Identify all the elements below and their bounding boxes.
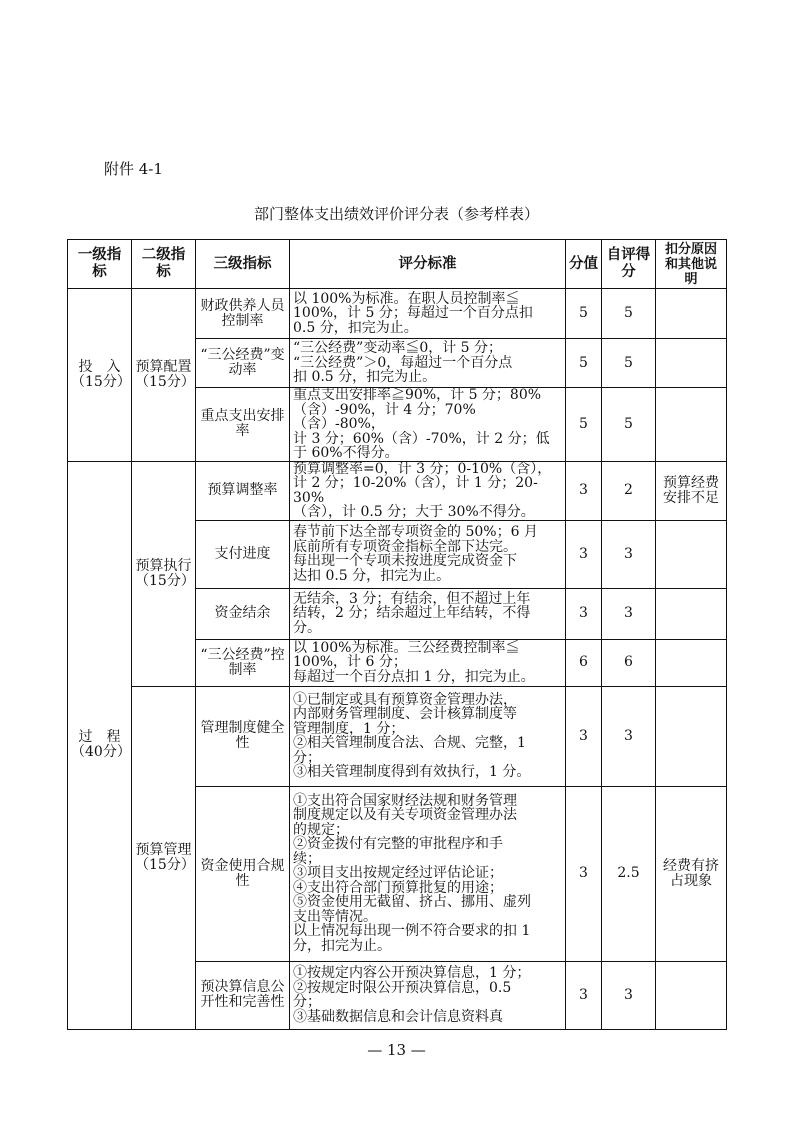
attachment-label: 附件 4-1 — [104, 160, 163, 178]
indicator-cell: “三公经费”变动率 — [196, 339, 290, 388]
standard-cell: 以 100%为标准。在职人员控制率≦ 100%，计 5 分；每超过一个百分点扣 0.5 分，扣完为止。 — [290, 289, 566, 339]
header-level3: 三级指标 — [196, 240, 290, 289]
table-row — [68, 686, 727, 786]
standard-cell: “三公经费”变动率≦0，计 5 分； “三公经费”＞0，每超过一个百分点 扣 0.5 分，扣完为止。 — [290, 339, 566, 388]
standard-cell: 重点支出安排率≧90%，计 5 分；80% （含）-90%，计 4 分；70%（含）-80%， 计 3 分；60%（含）-70%，计 2 分；低 于 60%不得分。 — [290, 388, 566, 462]
page-number: — 13 — — [367, 1041, 426, 1059]
score-cell: 3 — [566, 461, 602, 520]
remark-cell: 经费有挤占现象 — [656, 786, 727, 961]
remark-cell — [656, 639, 727, 686]
header-self-score: 自评得分 — [602, 240, 656, 289]
standard-cell: ①支出符合国家财经法规和财务管理 制度规定以及有关专项资金管理办法 的规定； ②资金拨付有完整的审批程序和手 续； ③项目支出按规定经过评估论证； ④支出符合部门预算批复的用途； ⑤资金使用无截留、挤占、挪用、虚列 支出等情况。 以上情况每出现一例不符合要求的扣 1 分，扣完为止。 — [290, 786, 566, 961]
header-score: 分值 — [566, 240, 602, 289]
standard-cell: 春节前下达全部专项资金的 50%；6 月 底前所有专项资金指标全部下达完。 每出现一个专项未按进度完成资金下 达扣 0.5 分，扣完为止。 — [290, 520, 566, 588]
remark-cell — [656, 588, 727, 639]
remark-cell: 预算经费安排不足 — [656, 461, 727, 520]
header-level2: 二级指标 — [132, 240, 196, 289]
score-cell: 5 — [566, 339, 602, 388]
score-cell: 3 — [566, 588, 602, 639]
standard-cell: 预算调整率=0，计 3 分；0-10%（含）， 计 2 分；10-20%（含），计 1 分；20-30% （含），计 0.5 分；大于 30%不得分。 — [290, 461, 566, 520]
group-budget-execution: 预算执行（15分） — [132, 461, 196, 686]
remark-cell — [656, 339, 727, 388]
score-cell: 3 — [566, 961, 602, 1029]
indicator-cell: 预决算信息公开性和完善性 — [196, 961, 290, 1029]
self-score-cell: 3 — [602, 686, 656, 786]
standard-cell: ①按规定内容公开预决算信息，1 分； ②按规定时限公开预决算信息，0.5 分； ③基础数据信息和会计信息资料真 — [290, 961, 566, 1029]
evaluation-table — [67, 239, 727, 1030]
group-budget-allocation: 预算配置（15分） — [132, 289, 196, 462]
indicator-cell: 管理制度健全性 — [196, 686, 290, 786]
self-score-cell: 5 — [602, 289, 656, 339]
standard-cell: ①已制定或具有预算资金管理办法， 内部财务管理制度、会计核算制度等 管理制度，1 分； ②相关管理制度合法、合规、完整，1 分； ③相关管理制度得到有效执行，1 分。 — [290, 686, 566, 786]
score-cell: 6 — [566, 639, 602, 686]
group-input: 投 入（15分） — [68, 289, 132, 462]
self-score-cell: 2.5 — [602, 786, 656, 961]
self-score-cell: 3 — [602, 520, 656, 588]
self-score-cell: 6 — [602, 639, 656, 686]
group-budget-management: 预算管理（15分） — [132, 686, 196, 1029]
indicator-cell: 重点支出安排率 — [196, 388, 290, 462]
document-title: 部门整体支出绩效评价评分表（参考样表） — [253, 205, 539, 223]
remark-cell — [656, 961, 727, 1029]
score-cell: 5 — [566, 289, 602, 339]
self-score-cell: 5 — [602, 339, 656, 388]
self-score-cell: 3 — [602, 588, 656, 639]
header-remark: 扣分原因和其他说明 — [656, 240, 727, 289]
standard-cell: 无结余，3 分；有结余，但不超过上年 结转，2 分；结余超过上年结转，不得 分。 — [290, 588, 566, 639]
indicator-cell: 支付进度 — [196, 520, 290, 588]
group-process: 过 程（40分） — [68, 461, 132, 1029]
indicator-cell: 资金结余 — [196, 588, 290, 639]
score-cell: 5 — [566, 388, 602, 462]
remark-cell — [656, 388, 727, 462]
indicator-cell: “三公经费”控制率 — [196, 639, 290, 686]
score-cell: 3 — [566, 686, 602, 786]
table-header-row — [68, 240, 727, 289]
remark-cell — [656, 289, 727, 339]
self-score-cell: 5 — [602, 388, 656, 462]
standard-cell: 以 100%为标准。三公经费控制率≦ 100%，计 6 分； 每超过一个百分点扣 1 分，扣完为止。 — [290, 639, 566, 686]
table-row — [68, 461, 727, 520]
header-level1: 一级指标 — [68, 240, 132, 289]
table-row — [68, 289, 727, 339]
header-standard: 评分标准 — [290, 240, 566, 289]
indicator-cell: 资金使用合规性 — [196, 786, 290, 961]
remark-cell — [656, 520, 727, 588]
indicator-cell: 财政供养人员控制率 — [196, 289, 290, 339]
self-score-cell: 3 — [602, 961, 656, 1029]
score-cell: 3 — [566, 786, 602, 961]
score-cell: 3 — [566, 520, 602, 588]
remark-cell — [656, 686, 727, 786]
self-score-cell: 2 — [602, 461, 656, 520]
indicator-cell: 预算调整率 — [196, 461, 290, 520]
